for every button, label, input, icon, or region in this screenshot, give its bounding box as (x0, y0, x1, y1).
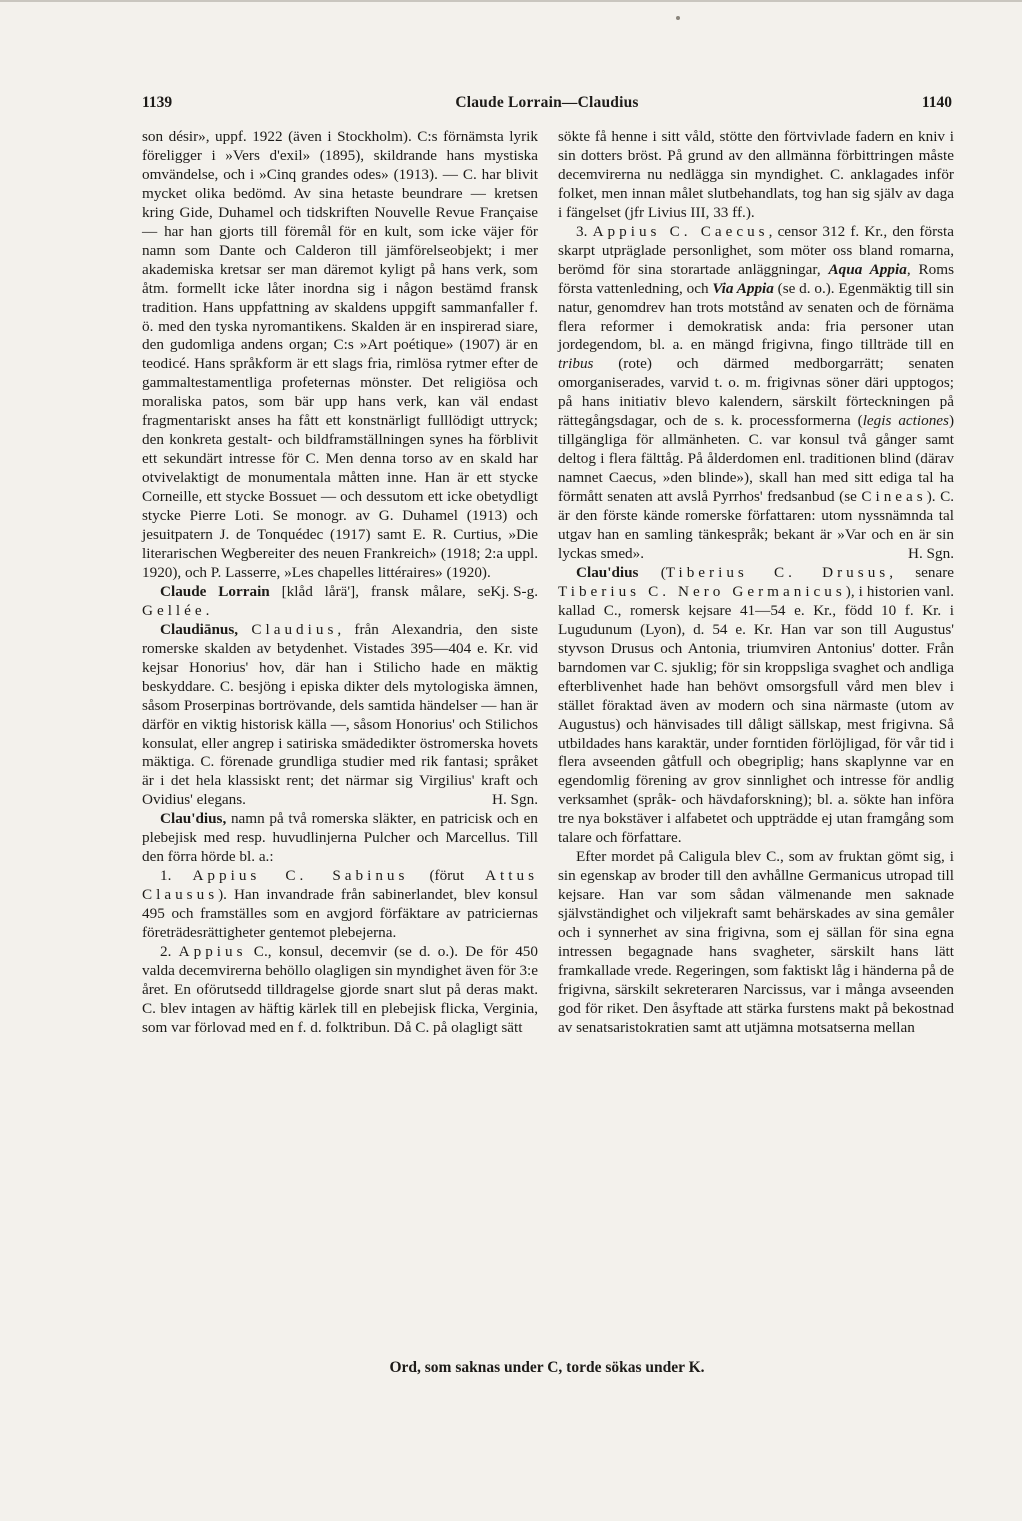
subentry-appius-caecus: 3. Appius C. Caecus, censor 312 f. Kr., den första skarpt utpräglade personlighet, som möter oss bland romarna, berömd för sina storartade anläggningar, Aqua Appia, Roms första vattenledning, och Via Appia (se d. o.). Egenmäktig till sin natur, genomdrev han trots motstånd av senaten och de förnäma flera reformer i demokratisk anda: fria personer utan jordegendom, bl. a. en mängd frigivna, fingo tillträde till en tribus (rote) och därmed medborgarrätt; senaten omorganiserades, varvid t. o. m. frigivnas söner däri upptogos; på hans initiativ blevo kalendern, särskilt förteckningen på rättegångsdagar, och de s. k. processformerna (legis actiones) tillgängliga för allmänheten. C. var konsul två gånger samt deltog i flera fälttåg. På ålderdomen enl. traditionen blind (därav namnet Caecus, »den blinde»), skall han med sitt ediga tal ha förmått senaten att avslå Pyrrhos' fredsanbud (se Cineas). C. är den förste kände romerske författaren: utom nyssnämnda tal utgav han en samling tänkespråk; bekant är »Var och en är sin lyckas smed». H. Sgn. (558, 222, 955, 562)
subentry-appius-sabinus: 1. Appius C. Sabinus (förut Attus Clausus). Han invandrade från sabinerlandet, blev konsul 495 och framställes som en avgjord förfäktare av patriciernas företrädesrättigheter gentemot plebejerna. (142, 867, 538, 942)
page-number-left: 1139 (142, 94, 173, 111)
claudel-entry-continuation: son désir», uppf. 1922 (även i Stockholm). C:s förnämsta lyrik föreligger i »Vers d'exil» (1895), skildrande hans mystiska omvändelse, och i »Cinq grandes odes» (1913). — C. har blivit mycket olika bedömd. Av sina hetaste beundrare — kretsen kring Gide, Duhamel och tidskriften Nouvelle Revue Française — har han gjorts till föremål för en kult, som icke väjer för namn som Dante och Calderon till jämförelseobjekt; i mer akademiska kretsar ser man däremot kyligt på hans verk, som åtm. formellt icke låter inordna sig i någon bestämd fransk tradition. Hans uppfattning av skaldens uppgift sammanfaller f. ö. med den tyska nyromantikens. Skalden är en inspirerad siare, den gudomliga andens organ; C:s »Art poétique» (1907) är en teodicé. Hans språkform är ett slags fria, rimlösa rytmer efter de gammaltestamentliga profeternas mönster. Det religiösa och moraliska patos, som bär upp hans verk, kan väl endast fragmentariskt anses ha fått ett konstnärligt fulllödigt uttryck; den konkreta gestalt- och bildframställningen synes ha förblivit ett sekundärt intresse för C. Men denna torso av en skald har otvivelaktigt de monumentala måtten inne. Han är ett stycke Corneille, ett stycke Bossuet — och dessutom ett icke obetydligt stycke Pierre Loti. Se monogr. av G. Duhamel (1913) och jesuitpatern J. de Tonquédec (1917) samt E. R. Curtius, »Die literarischen Wegbereiter des neuen Frankreich» (1918; 2:a uppl. 1920), och P. Lasserre, »Les chapelles littéraires» (1920). Kj. S-g. (142, 128, 538, 600)
entry-claudius-family: Clau'dius, namn på två romerska släkter, en patricisk och en plebejisk med resp. huvudlinjerna Pulcher och Marcellus. Till den förra hörde bl. a.: (142, 810, 538, 866)
headword: Claudiānus, (160, 620, 239, 638)
emperor-reign-paragraph: Efter mordet på Caligula blev C., som av fruktan gömt sig, i sin egenskap av broder till den avhållne Germanicus utropad till kejsare. Han var som sådan välmenande men saknade självständighet och viljekraft samt behärskades av sina gemåler och i synnerhet av sina frigivna, som ej sällan för sina egna intressen begagnade hans svagheter, särskilt hans lätt framkallade vrede. Regeringen, som faktiskt låg i händerna på de frigivna, särskilt sekreteraren Narcissus, var i många avseenden god för riket. Den åsyftade att stärka furstens makt på bekostnad av senatsaristokratien samt att utjämna motsatserna mellan (558, 848, 954, 1036)
headword: Claude Lorrain (160, 582, 270, 600)
spaced-name: Attus Clausus (142, 867, 538, 904)
footer-note: Ord, som saknas under C, torde sökas under K. (389, 1359, 705, 1376)
spaced-name: Claudius (251, 620, 338, 638)
author-signature: H. Sgn. (908, 544, 954, 562)
spaced-name: Appius C. Caecus (592, 222, 769, 240)
italic-term: legis actiones (862, 412, 949, 430)
print-mark (676, 16, 680, 20)
entry-claudianus: Claudiānus, Claudius, från Alexandria, den siste romerske skalden av betydenhet. Vistades 395—404 e. Kr. vid kejsar Honorius' hov, där han i Stilicho hade en mäktig beskyddare. C. besjöng i episka dikter dels mytologiska ämnen, såsom Proserpinas bortrövande, dels samtida händelser — han är därför en viktig historisk källa —, såsom Honorius' och Stilichos konsulat, eller angrep i satiriska smädedikter östromerska hovets mäktiga. C. förenade grundliga studier med rik fantasi; språket är i det hela klassiskt rent; det närmar sig Virgilius' kraft och Ovidius' elegans. H. Sgn. (142, 620, 539, 809)
italic-term: Aqua Appia (828, 260, 907, 278)
right-column (558, 128, 954, 1038)
headword: Clau'dius (576, 563, 639, 581)
italic-term: tribus (558, 355, 594, 373)
spaced-name: Tiberius C. Nero Germanicus (558, 582, 846, 600)
author-signature: Kj. S-g. (490, 582, 538, 600)
decemvir-continuation: sökte få henne i sitt våld, stötte den förtvivlade fadern en kniv i sin dotters bröst. På grund av den allmänna förbittringen måste decemvirerna nu nedlägga sin myndighet. C. anklagades inför folket, men innan målet slutbehandlats, tog han sig själv av daga i fängelset (jfr Livius III, 33 ff.). (558, 128, 954, 221)
subentry-appius-decemvir: 2. Appius C., konsul, decemvir (se d. o.). De för 450 valda decemvirerna behöllo olagligen sin myndighet även för 3:e året. En oförutsedd tilldragelse gjorde snart slut på deras makt. C. blev intagen av häftig kärlek till en plebejisk flicka, Verginia, som var förlovad med en f. d. folktribun. Då C. på olagligt sätt (142, 942, 538, 1036)
spaced-name: Tiberius C. Drusus (665, 563, 890, 581)
left-column (142, 128, 538, 1038)
top-edge-line (0, 0, 1022, 2)
author-signature: H. Sgn. (492, 791, 538, 809)
entry-claudius-emperor: Clau'dius (Tiberius C. Drusus, senare Tiberius C. Nero Germanicus), i historien vanl. kallad C., romersk kejsare 41—54 e. Kr., född 10 f. Kr. i Lugudunum (Lyon), d. 54 e. Kr. Han var son till Augustus' styvson Drusus och Antonia, triumviren Antonius' dotter. Från barndomen var C. sjuklig; för sin kroppsliga svaghet och andliga efterblivenhet hade han behövt omsorgsfull vård men blev i stället föraktad även av modern och sina närmaste (utom av Augustus) och hänvisades till dåligt sällskap, mest frigivna. Så utbildades hans karaktär, under forntiden förlöjligad, för vår tid i flera avseenden gåtfull och obegriplig; hans skaplynne var en egendomlig förening av grov sinnlighet och intresse för andlig verksamhet (språk- och hävdaforskning); bl. a. sökte han införa tre nya bokstäver i alfabetet och uppträdde ej utan framgång som talare och författare. (558, 563, 955, 847)
headword: Clau'dius, (160, 810, 227, 828)
cross-reference: Gellée (142, 601, 206, 619)
italic-term: Via Appia (712, 279, 774, 297)
running-header (142, 94, 952, 116)
cross-reference: Cineas (861, 488, 927, 506)
spaced-name: Appius C. Sabinus (192, 867, 409, 885)
entry-claude-lorrain: Claude Lorrain [klåd lårä'], fransk målare, se Gellée. (142, 582, 491, 619)
spaced-name: Appius (178, 942, 247, 960)
page-number-right: 1140 (921, 94, 952, 111)
header-title: Claude Lorrain—Claudius (455, 94, 639, 111)
